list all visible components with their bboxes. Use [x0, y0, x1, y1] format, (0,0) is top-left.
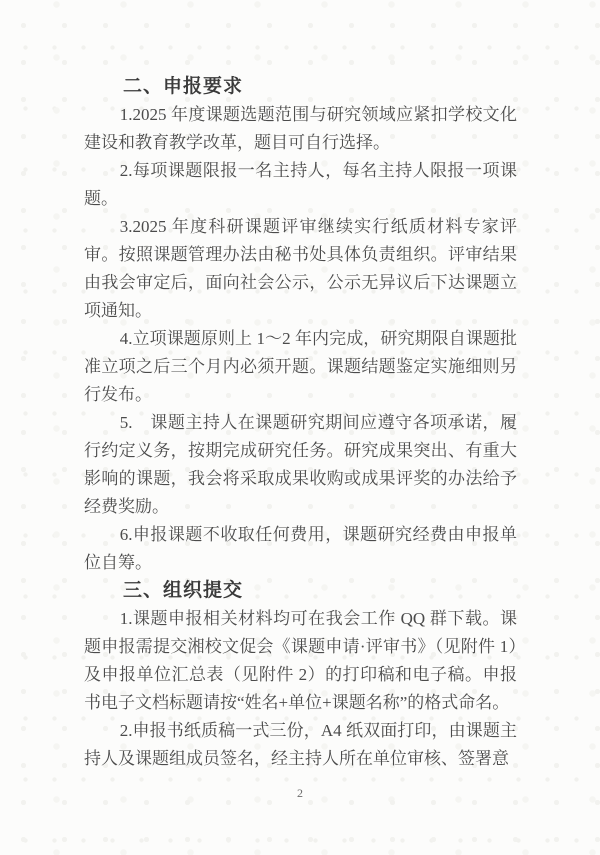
paragraph: 6.申报课题不收取任何费用，课题研究经费由申报单位自筹。: [84, 525, 517, 572]
section-heading-organize-submission: 三、组织提交: [122, 580, 243, 601]
page-number: 2: [297, 786, 303, 800]
paragraph: 1.2025 年度课题选题范围与研究领域应紧扣学校文化建设和教育教学改革，题目可自行选择。: [84, 105, 517, 152]
paragraph: 2.申报书纸质稿一式三份，A4 纸双面打印，由课题主持人及课题组成员签名，经主持人所在单位审核、签署意: [84, 721, 517, 768]
paragraph: 5. 课题主持人在课题研究期间应遵守各项承诺，履行约定义务，按期完成研究任务。研究成果突出、有重大影响的课题，我会将采取成果收购或成果评奖的办法给予经费奖励。: [84, 413, 517, 516]
section-heading-application-requirements: 二、申报要求: [122, 76, 243, 97]
paragraph: 3.2025 年度科研课题评审继续实行纸质材料专家评审。按照课题管理办法由秘书处具体负责组织。评审结果由我会审定后，面向社会公示，公示无异议后下达课题立项通知。: [84, 217, 517, 320]
paragraph: 1.课题申报相关材料均可在我会工作 QQ 群下载。课题申报需提交湘校文促会《课题申请·评审书》（见附件 1）及申报单位汇总表（见附件 2）的打印稿和电子稿。申报书电子文档标题请按“姓名+单位+课题名称”的格式命名。: [84, 609, 517, 712]
document-content: [84, 73, 517, 773]
paragraph: 4.立项课题原则上 1～2 年内完成，研究期限自课题批准立项之后三个月内必须开题。课题结题鉴定实施细则另行发布。: [84, 329, 517, 404]
paragraph: 2.每项课题限报一名主持人，每名主持人限报一项课题。: [84, 161, 517, 208]
